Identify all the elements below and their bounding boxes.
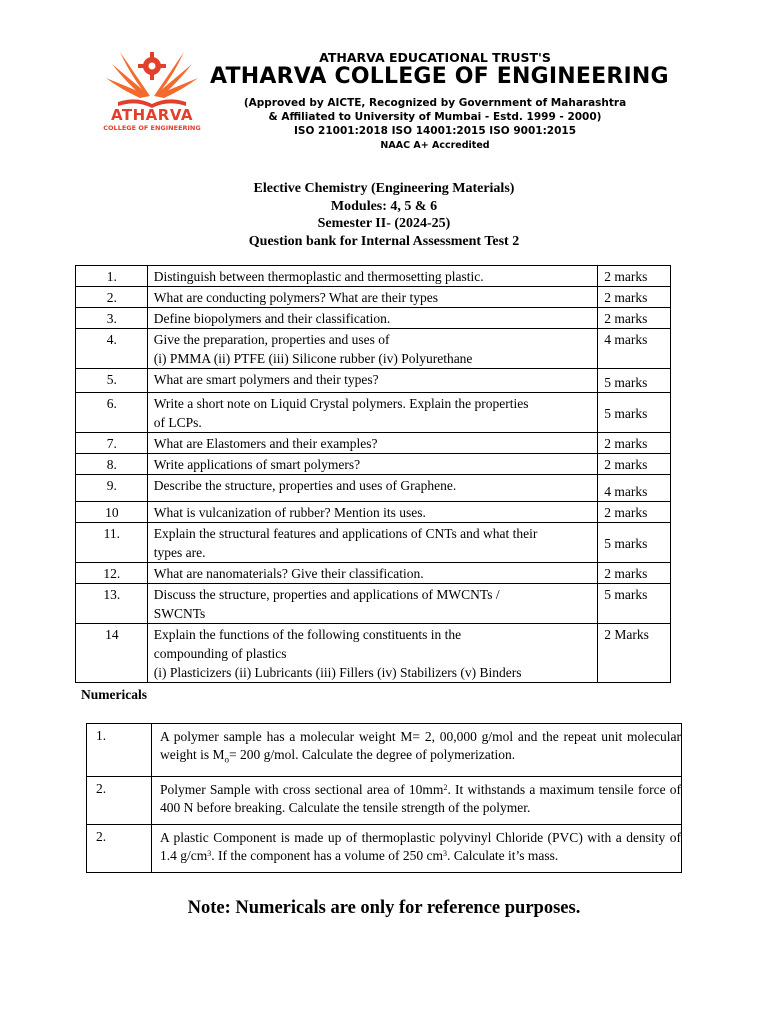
question-marks: 2 marks [598,287,671,308]
table-row [76,393,671,433]
question-marks: 5 marks [598,369,671,393]
question-number: 12. [76,563,148,584]
table-row [76,475,671,502]
question-number: 11. [76,523,148,563]
question-text: Explain the functions of the following constituents in the compounding of plastics (i) Plasticizers (ii) Lubricants (iii) Fillers (iv) Stabilizers (v) Binders [147,624,598,683]
question-number: 3. [76,308,148,329]
table-row [76,454,671,475]
semester-title: Semester II- (2024-25) [317,216,451,231]
question-text: What are conducting polymers? What are their types [147,287,598,308]
question-text: Describe the structure, properties and uses of Graphene. [147,475,598,502]
logo-text: ATHARVA [110,106,194,124]
question-bank-title: Question bank for Internal Assessment Test 2 [248,233,520,249]
table-row [87,724,682,777]
question-number: 5. [76,369,148,393]
question-text: What are Elastomers and their examples? [147,433,598,454]
table-row [87,776,682,824]
table-row [76,369,671,393]
college-name: ATHARVA COLLEGE OF ENGINEERING [210,64,669,89]
numerical-number: 2. [87,776,152,824]
trust-name: ATHARVA EDUCATIONAL TRUST'S [319,50,551,65]
question-text: What are nanomaterials? Give their classification. [147,563,598,584]
table-row [76,433,671,454]
numerical-number: 2. [87,824,152,872]
question-text: What are smart polymers and their types? [147,369,598,393]
question-number: 4. [76,329,148,369]
table-row [76,266,671,287]
question-text: Discuss the structure, properties and applications of MWCNTs / SWCNTs [147,584,598,624]
question-number: 7. [76,433,148,454]
question-marks: 4 marks [598,329,671,369]
question-number: 13. [76,584,148,624]
table-row [76,308,671,329]
question-marks: 2 marks [598,266,671,287]
question-text: Distinguish between thermoplastic and thermosetting plastic. [147,266,598,287]
subject-title: Elective Chemistry (Engineering Materials) [253,181,515,196]
college-logo [96,44,208,136]
numericals-heading: Numericals [81,687,147,702]
table-row [76,624,671,683]
naac-line: NAAC A+ Accredited [380,140,490,151]
affiliation-line: & Affiliated to University of Mumbai - Estd. 1999 - 2000) [268,111,602,123]
table-row [76,584,671,624]
table-row [76,523,671,563]
question-table [75,265,671,683]
question-marks: 2 marks [598,433,671,454]
question-number: 1. [76,266,148,287]
question-number: 2. [76,287,148,308]
question-marks: 2 marks [598,563,671,584]
approval-line: (Approved by AICTE, Recognized by Government of Maharashtra [243,97,627,109]
numerical-number: 1. [87,724,152,777]
question-text: Explain the structural features and applications of CNTs and what their types are. [147,523,598,563]
question-marks: 2 marks [598,308,671,329]
reference-note: Note: Numericals are only for reference purposes. [187,898,581,918]
question-number: 9. [76,475,148,502]
logo-subtext: COLLEGE OF ENGINEERING [103,124,201,132]
question-number: 8. [76,454,148,475]
question-marks: 5 marks [598,523,671,563]
question-text: Define biopolymers and their classification. [147,308,598,329]
question-text: What is vulcanization of rubber? Mention its uses. [147,502,598,523]
question-marks: 2 Marks [598,624,671,683]
iso-line: ISO 21001:2018 ISO 14001:2015 ISO 9001:2015 [293,125,576,137]
table-row [76,502,671,523]
question-number: 6. [76,393,148,433]
table-row [76,563,671,584]
table-row [76,287,671,308]
question-text: Write a short note on Liquid Crystal polymers. Explain the properties of LCPs. [147,393,598,433]
question-marks: 4 marks [598,475,671,502]
question-marks: 5 marks [598,584,671,624]
question-number: 14 [76,624,148,683]
question-marks: 2 marks [598,502,671,523]
question-marks: 2 marks [598,454,671,475]
document-title [0,180,768,250]
table-row [87,824,682,872]
numerical-text: A polymer sample has a molecular weight M= 2, 00,000 g/mol and the repeat unit molecular weight is $M_o= 200$ g/mol. Calculate the degree of polymerization. [152,724,682,777]
numerical-text: A plastic Component is made up of thermoplastic polyvinyl Chloride (PVC) with a density of 1.4 $g/cm^3$. If the component has a volume of 250 $cm^3$. Calculate it’s mass. [152,824,682,872]
table-row [76,329,671,369]
question-marks: 5 marks [598,393,671,433]
modules-title: Modules: 4, 5 & 6 [330,198,438,214]
question-number: 10 [76,502,148,523]
question-text: Write applications of smart polymers? [147,454,598,475]
question-text: Give the preparation, properties and uses of (i) PMMA (ii) PTFE (iii) Silicone rubber (iv) Polyurethane [147,329,598,369]
numericals-table [86,723,682,873]
numerical-text: Polymer Sample with cross sectional area of $10mm^2$. It withstands a maximum tensile force of 400 N before breaking. Calculate the tensile strength of the polymer. [152,776,682,824]
